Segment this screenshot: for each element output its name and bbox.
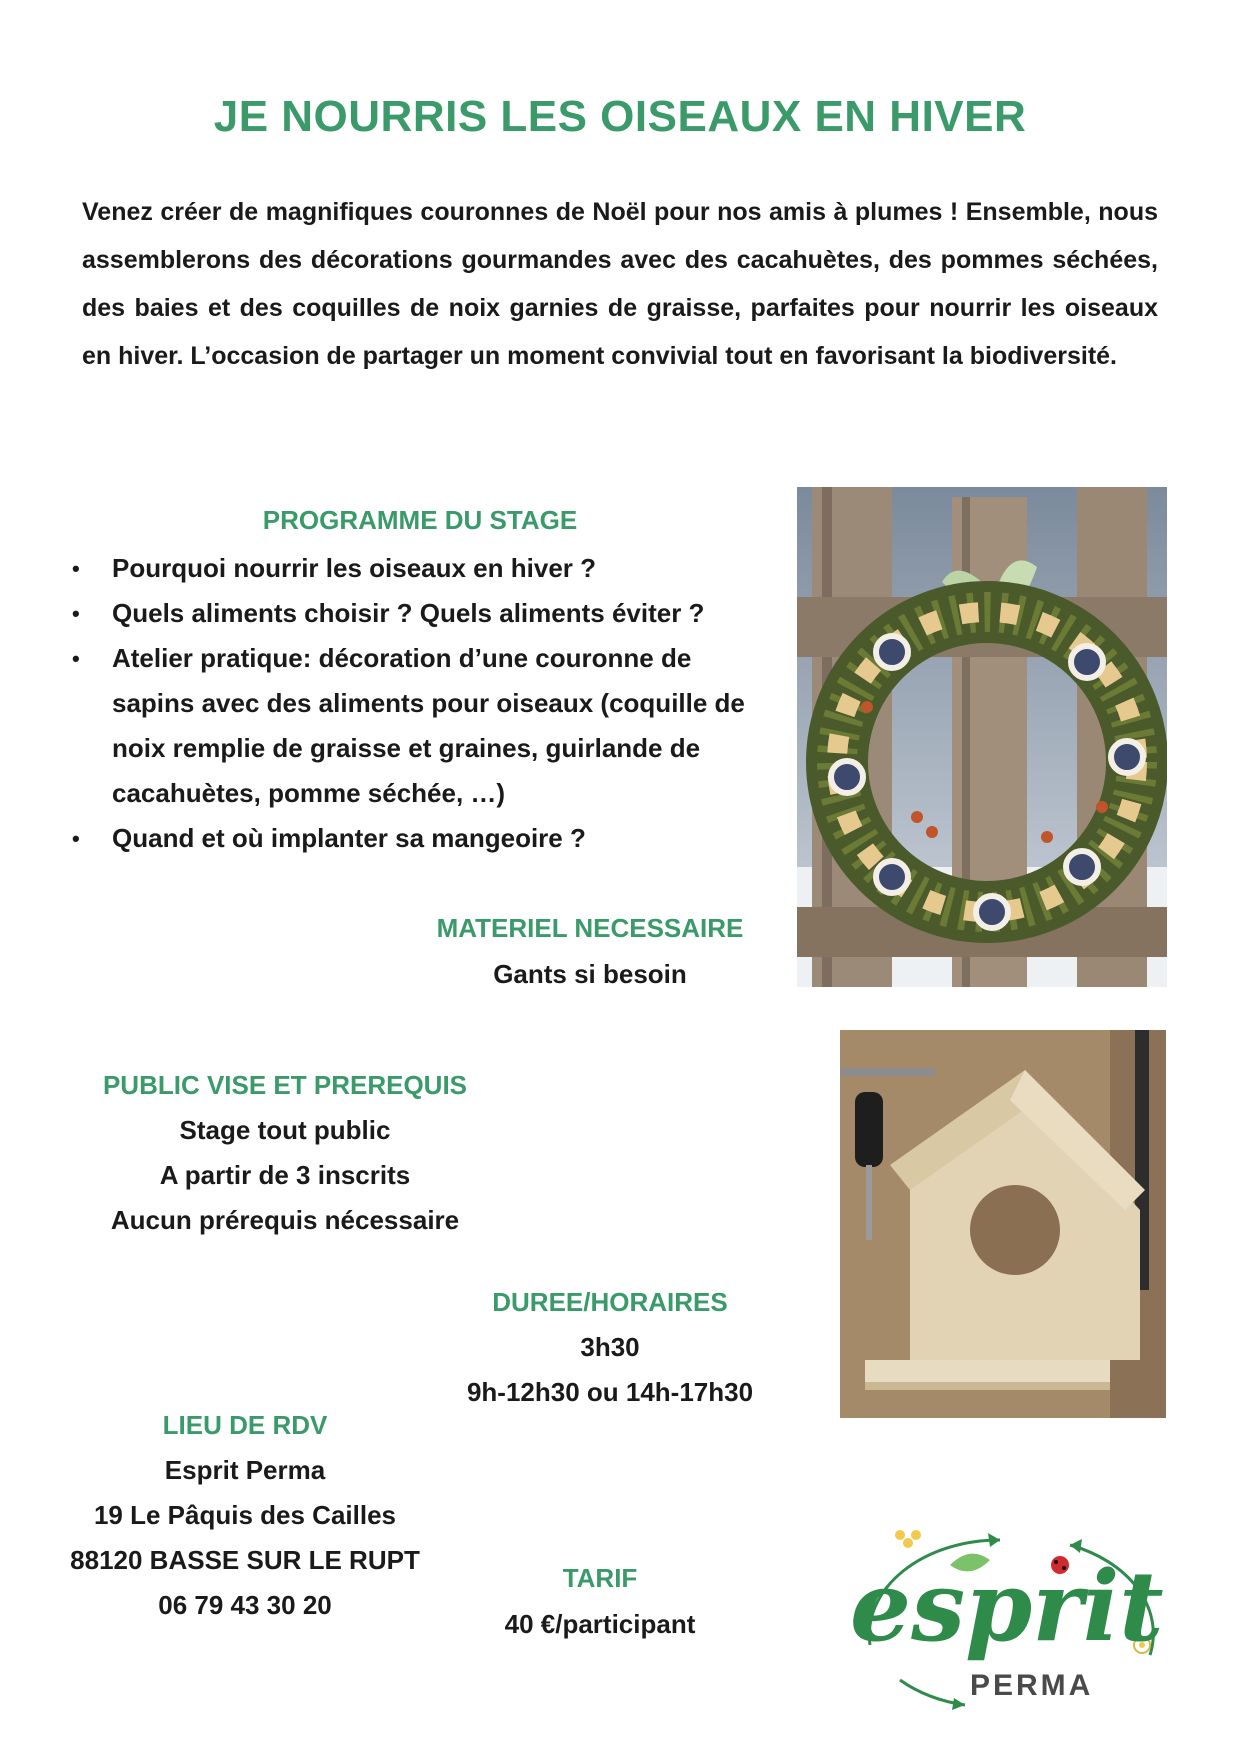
duree-heading: DUREE/HORAIRES <box>492 1287 728 1317</box>
lieu-line-2: 19 Le Pâquis des Cailles <box>93 1500 397 1530</box>
bullet: • <box>72 826 80 851</box>
programme-heading: PROGRAMME DU STAGE <box>262 505 578 535</box>
list-item: • Atelier pratique: décoration d’une couronne de sapins avec des aliments pour oiseaux (coquille de noix remplie de graisse et graines, guirlande de cacahuètes, pomme séchée, …) <box>72 636 772 816</box>
wreath-illustration <box>797 487 1167 987</box>
tarif-heading: TARIF <box>562 1563 638 1593</box>
logo-word-esprit: esprit <box>850 1550 1164 1663</box>
tarif-line-1: 40 €/participant <box>504 1609 696 1639</box>
intro-paragraph: Venez créer de magnifiques couronnes de Noël pour nos amis à plumes ! Ensemble, nous assemblerons des décorations gourmandes avec des cacahuètes, des pommes séchées, des baies et des coquilles de noix garnies de graisse, parfaites pour nourrir les oiseaux en hiver. L’occasion de partager un moment convivial tout en favorisant la biodiversité. <box>82 198 1158 370</box>
lieu-line-1: Esprit Perma <box>164 1455 326 1485</box>
list-item: • Quels aliments choisir ? Quels aliments éviter ? <box>72 591 772 636</box>
lieu-heading: LIEU DE RDV <box>162 1410 328 1440</box>
logo-graphic <box>820 1505 1180 1715</box>
bullet: • <box>72 601 80 626</box>
lieu-line-4: 06 79 43 30 20 <box>158 1590 332 1620</box>
list-item: • Pourquoi nourrir les oiseaux en hiver ? <box>72 546 772 591</box>
programme-list <box>72 546 772 861</box>
public-line-2: A partir de 3 inscrits <box>159 1160 411 1190</box>
esprit-perma-logo <box>820 1505 1180 1715</box>
birdhouse-illustration <box>840 1030 1166 1418</box>
page-title: JE NOURRIS LES OISEAUX EN HIVER <box>213 92 1027 141</box>
list-item: • Quand et où implanter sa mangeoire ? <box>72 816 772 861</box>
duree-line-2: 9h-12h30 ou 14h-17h30 <box>466 1377 754 1407</box>
duree-line-1: 3h30 <box>580 1332 640 1362</box>
birdhouse-photo <box>840 1030 1166 1418</box>
logo-word-perma: PERMA <box>970 1669 1094 1702</box>
public-line-1: Stage tout public <box>179 1115 391 1145</box>
materiel-heading: MATERIEL NECESSAIRE <box>436 913 744 943</box>
public-line-3: Aucun prérequis nécessaire <box>110 1205 460 1235</box>
bullet: • <box>72 556 80 581</box>
bullet: • <box>72 646 80 671</box>
public-heading: PUBLIC VISE ET PREREQUIS <box>102 1070 468 1100</box>
wreath-photo <box>797 487 1167 987</box>
materiel-text: Gants si besoin <box>493 959 687 989</box>
lieu-line-3: 88120 BASSE SUR LE RUPT <box>70 1545 420 1575</box>
